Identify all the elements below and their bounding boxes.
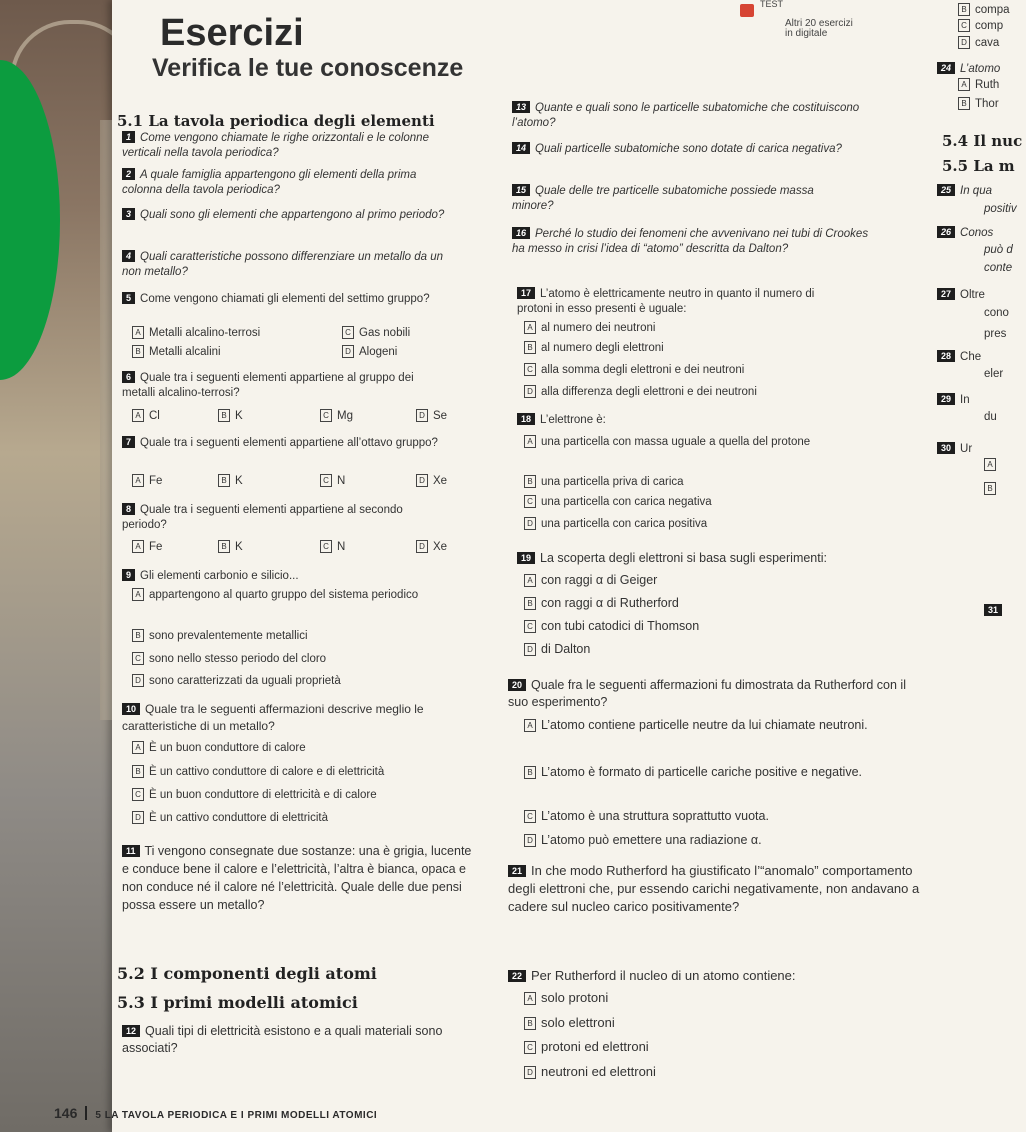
- right-option-b: B compa: [958, 3, 1010, 17]
- q6-option-c[interactable]: C Mg: [320, 409, 353, 423]
- question-11: 11 Ti vengono consegnate due sostanze: una è grigia, lucente e conduce bene il calore e l’elettricità, l’altra è bianca, opaca e non conduce né il calore né l’elettricità. Quale delle due pensi possa essere un metallo?: [122, 844, 472, 912]
- q17-option-b[interactable]: B al numero degli elettroni: [524, 341, 664, 355]
- q18-option-c[interactable]: C una particella con carica negativa: [524, 495, 712, 509]
- subtitle: Verifica le tue conoscenze: [152, 54, 464, 82]
- page-footer: [54, 1105, 377, 1121]
- right-q29-cont: du: [984, 411, 997, 423]
- q19-option-b[interactable]: B con raggi α di Rutherford: [524, 596, 679, 610]
- test-line-1[interactable]: Altri 20 esercizi: [785, 18, 853, 29]
- textbook-page: [54, 0, 1026, 1132]
- q18-option-d[interactable]: D una particella con carica positiva: [524, 517, 707, 531]
- question-22: 22 Per Rutherford il nucleo di un atomo contiene:: [508, 968, 796, 983]
- right-question-24: 24 L’atomo: [937, 62, 1000, 77]
- right-q30-option-a: A: [984, 458, 1001, 472]
- right-question-30: 30 Ur: [937, 442, 972, 457]
- question-17: 17 L’atomo è elettricamente neutro in quanto il numero di protoni in esso presenti è uguale:: [517, 288, 815, 315]
- question-21: 21 In che modo Rutherford ha giustificato l’“anomalo” comportamento degli elettroni che, pur essendo carichi negativamente, non andavano a cadere sul nucleo carico positivamente?: [508, 863, 920, 914]
- right-question-28: 28 Che: [937, 350, 981, 365]
- q5-option-b[interactable]: B Metalli alcalini: [132, 345, 221, 359]
- right-question-25: 25 In qua: [937, 184, 992, 199]
- section-5-3: 5.3 I primi modelli atomici: [117, 993, 358, 1012]
- q9-option-a[interactable]: A appartengono al quarto gruppo del sistema periodico: [132, 588, 452, 602]
- question-14: 14 Quali particelle subatomiche sono dotate di carica negativa?: [512, 142, 872, 157]
- q10-option-d[interactable]: D È un cattivo conduttore di elettricità: [132, 811, 328, 825]
- right-section-5-5: 5.5 La m: [942, 157, 1015, 175]
- right-q30-option-b: B: [984, 482, 1001, 496]
- question-13: 13 Quante e quali sono le particelle subatomiche che costituiscono l’atomo?: [512, 102, 860, 129]
- right-q24-option-a: A Ruth: [958, 78, 999, 92]
- question-9: 9 Gli elementi carbonio e silicio...: [122, 569, 452, 584]
- question-10: 10 Quale tra le seguenti affermazioni descrive meglio le caratteristiche di un metallo?: [122, 702, 424, 733]
- right-q28-cont: eler: [984, 368, 1004, 380]
- q22-option-c[interactable]: C protoni ed elettroni: [524, 1040, 649, 1054]
- chapter-title: 5 LA TAVOLA PERIODICA E I PRIMI MODELLI ATOMICI: [95, 1110, 378, 1121]
- q18-option-b[interactable]: B una particella priva di carica: [524, 475, 684, 489]
- question-19: 19 La scoperta degli elettroni si basa sugli esperimenti:: [517, 551, 827, 566]
- digital-logo-icon: [740, 4, 754, 17]
- q22-option-d[interactable]: D neutroni ed elettroni: [524, 1065, 656, 1079]
- right-q27-cont-1: cono: [984, 307, 1009, 319]
- question-18: 18 L’elettrone è:: [517, 413, 606, 428]
- question-15: 15 Quale delle tre particelle subatomiche possiede massa minore?: [512, 185, 814, 212]
- q10-option-c[interactable]: C È un buon conduttore di elettricità e di calore: [132, 788, 377, 802]
- q17-option-a[interactable]: A al numero dei neutroni: [524, 321, 655, 335]
- q7-option-b[interactable]: B K: [218, 474, 243, 488]
- q19-option-a[interactable]: A con raggi α di Geiger: [524, 573, 657, 587]
- q22-option-a[interactable]: A solo protoni: [524, 991, 608, 1005]
- q7-option-c[interactable]: C N: [320, 474, 345, 488]
- q22-option-b[interactable]: B solo elettroni: [524, 1016, 615, 1030]
- q7-option-d[interactable]: D Xe: [416, 474, 447, 488]
- q10-option-a[interactable]: A È un buon conduttore di calore: [132, 741, 306, 755]
- q5-option-c[interactable]: C Gas nobili: [342, 326, 410, 340]
- question-6: 6 Quale tra i seguenti elementi appartiene al gruppo dei metalli alcalino-terrosi?: [122, 372, 414, 399]
- question-4: 4 Quali caratteristiche possono differenziare un metallo da un non metallo?: [122, 251, 444, 278]
- q8-option-a[interactable]: A Fe: [132, 540, 162, 554]
- q9-option-c[interactable]: C sono nello stesso periodo del cloro: [132, 652, 326, 666]
- q17-option-c[interactable]: C alla somma degli elettroni e dei neutroni: [524, 363, 744, 377]
- footer-divider: [85, 1106, 87, 1120]
- section-5-2: 5.2 I componenti degli atomi: [117, 964, 377, 983]
- right-option-d: D cava: [958, 36, 999, 50]
- q18-option-a[interactable]: A una particella con massa uguale a quella del protone: [524, 435, 874, 449]
- digital-badge: [740, 4, 754, 22]
- test-label: TEST: [760, 0, 784, 9]
- right-question-27: 27 Oltre: [937, 288, 985, 303]
- question-5: 5 Come vengono chiamati gli elementi del settimo gruppo?: [122, 292, 442, 307]
- right-question-31: 31: [984, 604, 1007, 619]
- page-title: Esercizi: [160, 12, 304, 54]
- q19-option-c[interactable]: C con tubi catodici di Thomson: [524, 619, 699, 633]
- q20-option-c[interactable]: C L’atomo è una struttura soprattutto vuota.: [524, 809, 769, 823]
- q19-option-d[interactable]: D di Dalton: [524, 642, 590, 656]
- right-q24-option-b: B Thor: [958, 97, 999, 111]
- right-q27-cont-2: pres: [984, 328, 1007, 340]
- q6-option-a[interactable]: A Cl: [132, 409, 160, 423]
- q20-option-d[interactable]: D L’atomo può emettere una radiazione α.: [524, 833, 762, 847]
- q6-option-b[interactable]: B K: [218, 409, 243, 423]
- q10-option-b[interactable]: B È un cattivo conduttore di calore e di elettricità: [132, 765, 384, 779]
- q8-option-c[interactable]: C N: [320, 540, 345, 554]
- right-q25-cont: positiv: [984, 203, 1017, 215]
- q9-option-d[interactable]: D sono caratterizzati da uguali proprietà: [132, 674, 341, 688]
- question-7: 7 Quale tra i seguenti elementi appartiene all’ottavo gruppo?: [122, 436, 442, 451]
- q8-option-b[interactable]: B K: [218, 540, 243, 554]
- green-object: [0, 60, 60, 380]
- q5-option-a[interactable]: A Metalli alcalino-terrosi: [132, 326, 260, 340]
- test-line-2: in digitale: [785, 28, 828, 39]
- question-12: 12 Quali tipi di elettricità esistono e a quali materiali sono associati?: [122, 1024, 443, 1055]
- q7-option-a[interactable]: A Fe: [132, 474, 162, 488]
- question-2: 2 A quale famiglia appartengono gli elementi della prima colonna della tavola periodica?: [122, 169, 417, 196]
- q6-option-d[interactable]: D Se: [416, 409, 447, 423]
- right-question-29: 29 In: [937, 393, 970, 408]
- page-number: 146: [54, 1105, 78, 1121]
- right-option-c: C comp: [958, 19, 1003, 33]
- right-question-26: 26 Conos: [937, 226, 993, 241]
- right-q26-cont-1: può d: [984, 244, 1013, 256]
- q17-option-d[interactable]: D alla differenza degli elettroni e dei neutroni: [524, 385, 757, 399]
- q20-option-b[interactable]: B L’atomo è formato di particelle cariche positive e negative.: [524, 764, 904, 780]
- question-16: 16 Perché lo studio dei fenomeni che avvenivano nei tubi di Crookes ha messo in crisi l’idea di “atomo” descritta da Dalton?: [512, 228, 869, 255]
- question-3: 3 Quali sono gli elementi che appartengono al primo periodo?: [122, 208, 452, 223]
- q8-option-d[interactable]: D Xe: [416, 540, 447, 554]
- question-1: 1 Come vengono chiamate le righe orizzontali e le colonne verticali nella tavola periodica?: [122, 132, 429, 159]
- section-5-1: 5.1 La tavola periodica degli elementi: [117, 112, 435, 130]
- q20-option-a[interactable]: A L’atomo contiene particelle neutre da lui chiamate neutroni.: [524, 717, 894, 733]
- right-q26-cont-2: conte: [984, 262, 1013, 274]
- question-8: 8 Quale tra i seguenti elementi appartiene al secondo periodo?: [122, 504, 403, 531]
- right-section-5-4: 5.4 Il nuc: [942, 132, 1023, 150]
- q5-option-d[interactable]: D Alogeni: [342, 345, 397, 359]
- question-20: 20 Quale fra le seguenti affermazioni fu dimostrata da Rutherford con il suo esperimento?: [508, 678, 906, 709]
- q9-option-b[interactable]: B sono prevalentemente metallici: [132, 629, 308, 643]
